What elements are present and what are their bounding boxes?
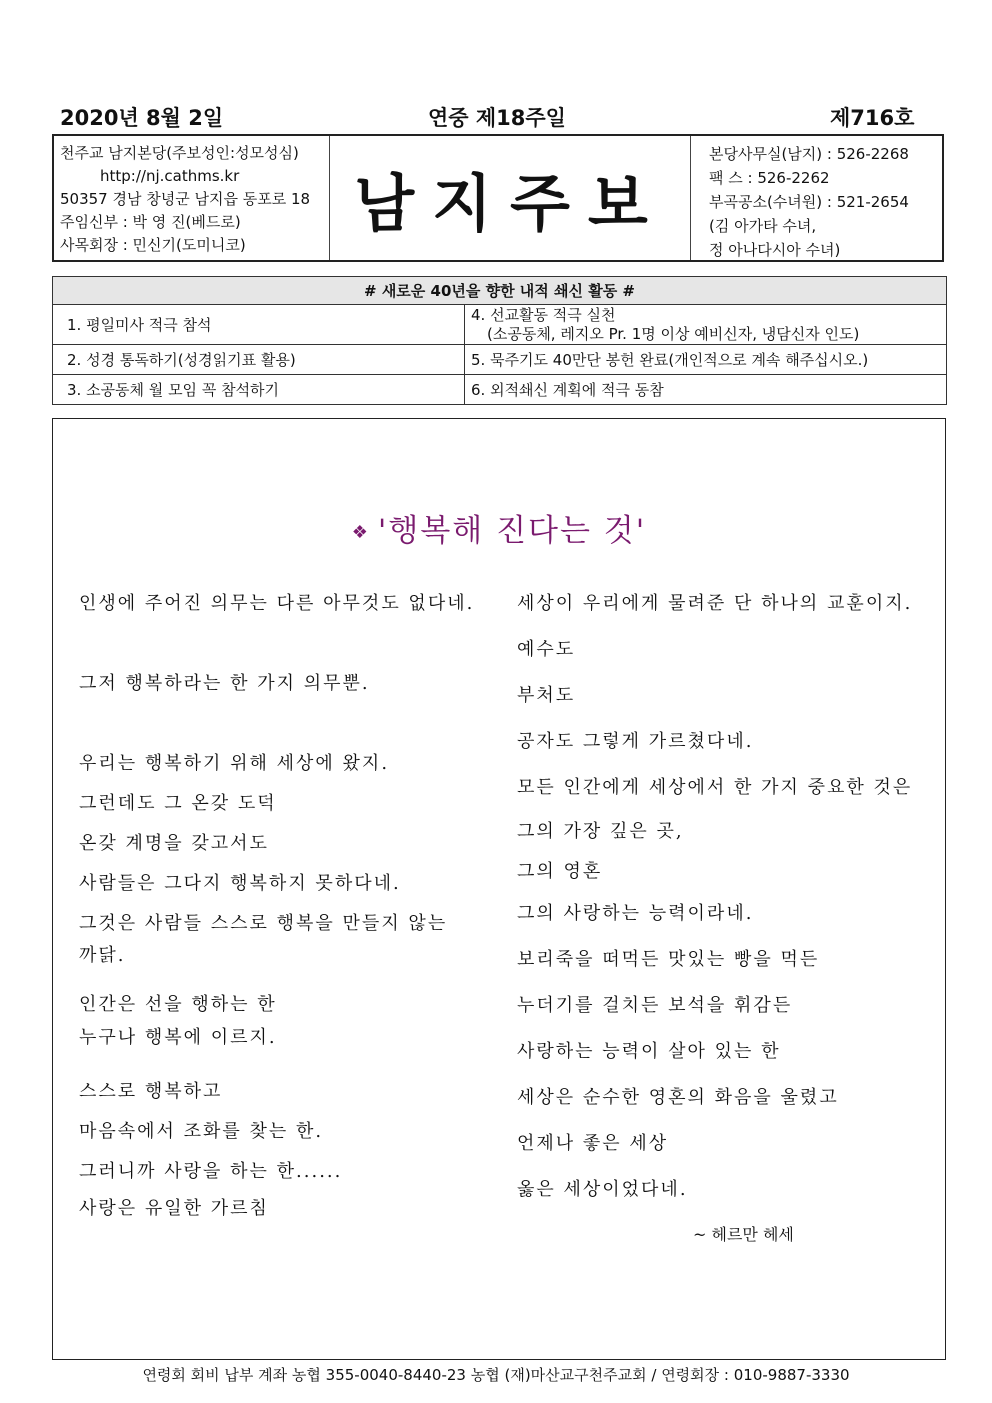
poem-title-wrap <box>53 505 945 550</box>
poem-line: 사랑하는 능력이 살아 있는 한 <box>517 1041 781 1062</box>
poem-title: '행복해 진다는 것' <box>377 513 647 549</box>
poem-author: ~ 헤르만 헤세 <box>693 1225 794 1244</box>
poem-line: 예수도 <box>517 639 576 660</box>
issue-date: 2020년 8월 2일 <box>60 106 224 130</box>
poem-line: 인생에 주어진 의무는 다른 아무것도 없다네. <box>79 593 475 614</box>
poem-line: 스스로 행복하고 <box>79 1081 223 1102</box>
renewal-item-detail: (소공동체, 레지오 Pr. 1명 이상 예비신자, 냉담신자 인도) <box>487 324 860 343</box>
renewal-item: 6. 외적쇄신 계획에 적극 동참 <box>465 375 947 405</box>
bulletin-title: 남지주보 <box>354 166 666 240</box>
pastor-name: 주임신부 : 박 영 진(베드로) <box>60 213 241 231</box>
poem-line: 그의 가장 깊은 곳, <box>517 821 684 842</box>
poem-line: 세상은 순수한 영혼의 화음을 울렸고 <box>517 1087 839 1108</box>
poem-line: 언제나 좋은 세상 <box>517 1133 669 1154</box>
issue-number: 제716호 <box>830 106 915 130</box>
parish-name: 천주교 남지본당(주보성인:성모성심) <box>60 144 299 162</box>
contact-fax: 팩 스 : 526-2262 <box>709 169 830 187</box>
renewal-item: 5. 묵주기도 40만단 봉헌 완료(개인적으로 계속 해주십시오.) <box>465 345 947 375</box>
council-head: 사목회장 : 민신기(도미니코) <box>60 236 246 254</box>
masthead <box>52 134 944 262</box>
poem-line: 그러니까 사랑을 하는 한...... <box>79 1161 343 1182</box>
poem-line: 사람들은 그다지 행복하지 못하다네. <box>79 873 401 894</box>
poem-line: 세상이 우리에게 물려준 단 하나의 교훈이지. <box>517 593 913 614</box>
renewal-table <box>52 276 947 405</box>
poem-line: 우리는 행복하기 위해 세상에 왔지. <box>79 753 390 774</box>
poem-box <box>52 418 946 1360</box>
contact-sister-1: (김 아가타 수녀, <box>709 217 817 235</box>
poem-line: 사랑은 유일한 가르침 <box>79 1198 269 1219</box>
poem-line: 누더기를 걸치든 보석을 휘감든 <box>517 995 793 1016</box>
liturgical-week: 연중 제18주일 <box>428 106 566 130</box>
poem-line: 인간은 선을 행하는 한 <box>79 994 277 1015</box>
poem-line: 그런데도 그 온갖 도덕 <box>79 793 277 814</box>
contact-sister-2: 정 아나다시아 수녀) <box>709 241 841 259</box>
poem-line: 그의 영혼 <box>517 861 603 882</box>
poem-line: 그의 사랑하는 능력이라네. <box>517 903 754 924</box>
poem-line: 옳은 세상이었다네. <box>517 1179 688 1200</box>
diamond-bullet-icon: ❖ <box>351 522 370 543</box>
parish-address: 50357 경남 창녕군 남지읍 동포로 18 <box>60 190 311 208</box>
poem-line: 까닭. <box>79 945 126 966</box>
renewal-item: 1. 평일미사 적극 참석 <box>53 305 465 345</box>
contact-info <box>690 136 942 260</box>
poem-line: 부처도 <box>517 685 576 706</box>
poem-line: 그저 행복하라는 한 가지 의무뿐. <box>79 673 370 694</box>
poem-line: 공자도 그렇게 가르쳤다네. <box>517 731 754 752</box>
renewal-item: 2. 성경 통독하기(성경읽기표 활용) <box>53 345 465 375</box>
renewal-item: 3. 소공동체 월 모임 꼭 참석하기 <box>53 375 465 405</box>
contact-office: 본당사무실(남지) : 526-2268 <box>709 145 909 163</box>
footer-account-info: 연령회 회비 납부 계좌 농협 355-0040-8440-23 농협 (재)마산교구천주교회 / 연령회장 : 010-9887-3330 <box>142 1366 850 1384</box>
poem-line: 모든 인간에게 세상에서 한 가지 중요한 것은 <box>517 777 913 798</box>
poem-line: 마음속에서 조화를 찾는 한. <box>79 1121 324 1142</box>
parish-url[interactable]: http://nj.cathms.kr <box>100 167 240 185</box>
parish-info <box>54 136 330 260</box>
poem-line: 누구나 행복에 이르지. <box>79 1027 277 1048</box>
poem-line: 보리죽을 떠먹든 맛있는 빵을 먹든 <box>517 949 820 970</box>
renewal-item-title: 4. 선교활동 적극 실천 <box>471 305 616 324</box>
poem-line: 온갖 계명을 갖고서도 <box>79 833 269 854</box>
renewal-heading: # 새로운 40년을 향한 내적 쇄신 활동 # <box>53 277 947 305</box>
renewal-item <box>465 305 947 345</box>
contact-mission: 부곡공소(수녀원) : 521-2654 <box>709 193 909 211</box>
poem-line: 그것은 사람들 스스로 행복을 만들지 않는 <box>79 913 448 934</box>
